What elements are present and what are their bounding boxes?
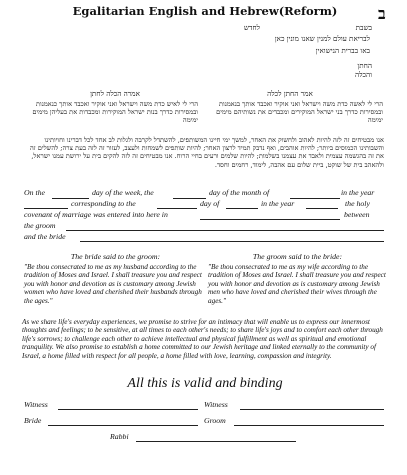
hebrew-main-text: אנו מבטיחים זה לזה להיות לאהוב ולחשוק את האחר, למשך ימי חיינו המשותפים, להשתדל לקרבה ולגלות לב אחד לכל דברינו וחויותינו והשבותינו הכמוסים ביותר; להיות אוהבים, ואף נדבק תמיד לרצון האחר; להיות שותפים לשמחות ולעצב, לעזור זה לזה בעת צרה; להשלים זה את זה בהגשמה עצמית ולאבד את עצמנו בשלמות; להיות שלמים ורעים בחיי הרוח. אנו מבטיחים זה לזה להקים בית על ירושת עמנו ישראל, ולהאהב בית של שוקט, ביית שלום עם אהבה, לימוד, רחמים וחסד. xyxy=(30,136,384,169)
blank-year2 xyxy=(306,208,338,209)
blank-day2 xyxy=(157,208,197,209)
witness1-label: Witness xyxy=(24,400,48,409)
rabbi-label: Rabbi xyxy=(110,432,129,441)
form-line1-a: On the xyxy=(24,188,46,197)
witness1-signature-line xyxy=(58,409,198,410)
form-line1-c: day of the month of xyxy=(209,188,270,197)
bride-vow-text: "Be thou consecrated to me as my husband according to the tradition of Moses and Israel. I shall treasure you and respect you with honor and devotion as is customary among Jewish women who have loved and cherished their husbands through the ages." xyxy=(24,263,202,305)
form-line2-c: in the year xyxy=(261,199,295,208)
hebrew-top-line3: באו בברית הנישואין xyxy=(315,46,370,55)
closing-statement: All this is valid and binding xyxy=(127,376,283,391)
blank-bride xyxy=(80,241,384,242)
form-line3-b: between xyxy=(344,210,370,219)
hebrew-bride-heading: אמרה הכלה לחתן xyxy=(90,89,140,98)
hebrew-top-month: לחדש xyxy=(243,23,260,32)
blank-month2 xyxy=(226,208,258,209)
hebrew-bride-word: והכלה xyxy=(355,70,372,79)
form-line1-b: day of the week, the xyxy=(92,188,154,197)
hebrew-top-line2: לבריאת עולם למנין שאנו מונין כאן xyxy=(274,34,370,43)
rabbi-signature-line xyxy=(136,441,296,442)
document-title: Egalitarian English and Hebrew(Reform) xyxy=(72,4,338,18)
hebrew-top-right: בשבת xyxy=(355,23,372,32)
hebrew-letter: ב xyxy=(378,4,386,23)
form-line2-a: corresponding to the xyxy=(71,199,136,208)
form-line3-a: covenant of marriage was entered into here in xyxy=(24,210,168,219)
bride-label: Bride xyxy=(24,416,42,425)
hebrew-groom-word: החתן xyxy=(357,61,372,70)
promise-paragraph: As we share life's everyday experiences, we promise to strive for an intimacy that will enable us to express our innermost thoughts and feelings; to be sensitive, at all times to each other's needs; to share life's joys and to comfort each other through life's sorrows; to challenge each other to achieve intellectual and physical fulfillment as well as spiritual and emotional tranquility. We also promise to establish a home committed to our Jewish heritage and linked eternally to the community of Israel, a home filled with respect for all people, a home filled with love, learning, compassion and integrity. xyxy=(22,318,383,360)
blank-groom xyxy=(66,230,384,231)
form-line2-d: the holy xyxy=(345,199,370,208)
groom-signature-line xyxy=(234,425,384,426)
witness2-label: Witness xyxy=(204,400,228,409)
form-line2-b: day of xyxy=(200,199,220,208)
blank-month xyxy=(290,198,340,199)
groom-label: Groom xyxy=(204,416,226,425)
blank-place xyxy=(200,219,340,220)
form-line5: and the bride xyxy=(24,232,66,241)
witness2-signature-line xyxy=(240,409,384,410)
hebrew-groom-vow: הרי לי לאשה כדת משה וישראל ואני אוקיר ואכבד אותך בנאמנות ובמסירות כדרך בני ישראל המוקירים ומכבדים את נשותיהם מימים ימימה xyxy=(216,100,383,125)
bride-signature-line xyxy=(48,425,198,426)
blank-year1 xyxy=(24,208,68,209)
hebrew-groom-heading: אמר החתן לכלה xyxy=(267,89,313,98)
form-line1-d: in the year xyxy=(341,188,375,197)
form-line4: the groom xyxy=(24,221,56,230)
hebrew-bride-vow: הרי לי לאיש כדת משה וישראל ואני אוקיר ואכבד אותך כנאמנות ובמסירות כדרך בנות ישראל המוקירות ומכבדות את בעליהן מימים ימימה xyxy=(32,100,198,125)
bride-vow-heading: The bride said to the groom: xyxy=(70,252,161,261)
groom-vow-text: "Be thou consecrated to me as my wife according to the tradition of Moses and Israel. I shall treasure you and respect you with honor and devotion as is customary among Jewish men who have loved and cherished their wives through the ages." xyxy=(208,263,386,305)
groom-vow-heading: The groom said to the bride: xyxy=(252,252,343,261)
